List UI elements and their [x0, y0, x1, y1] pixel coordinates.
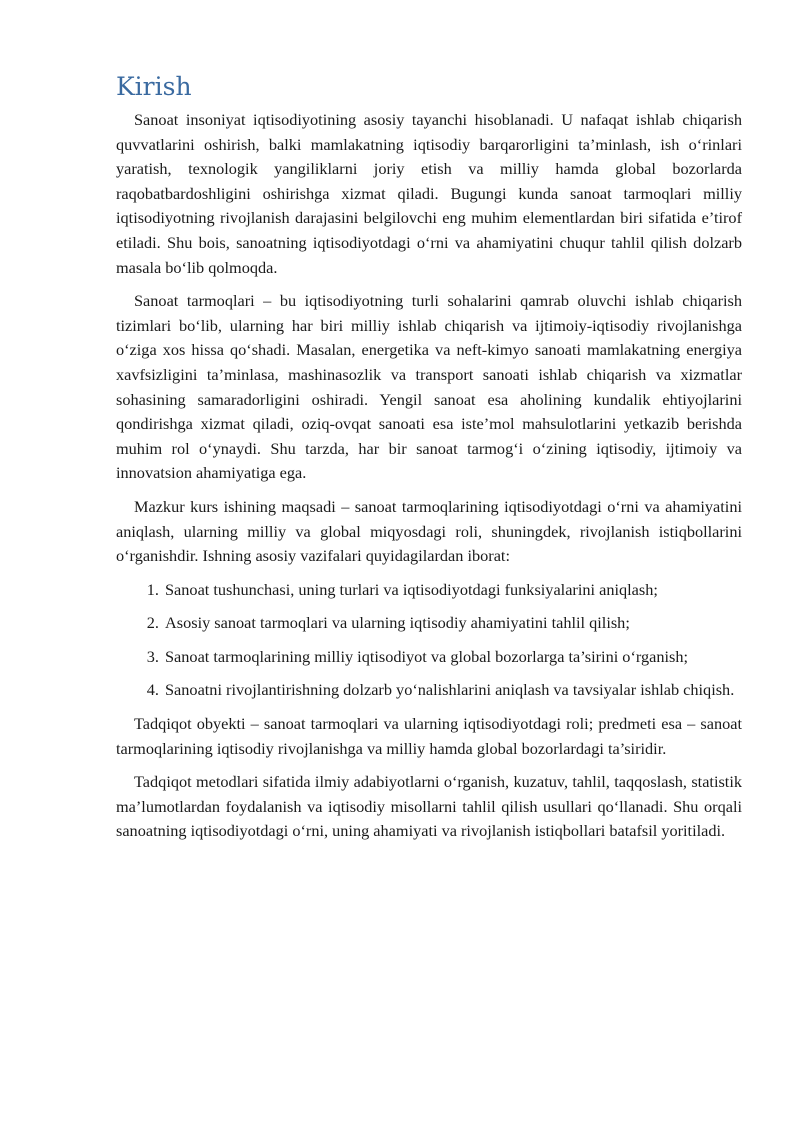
document-page	[116, 72, 742, 853]
list-item: 2. Asosiy sanoat tarmoqlari va ularning iqtisodiy ahamiyatini tahlil qilish;	[163, 611, 742, 636]
list-item: 4. Sanoatni rivojlantirishning dolzarb yo‘nalishlarini aniqlash va tavsiyalar ishlab chiqish.	[163, 678, 742, 703]
intro-paragraph: Sanoat insoniyat iqtisodiyotining asosiy tayanchi hisoblanadi. U nafaqat ishlab chiqarish quvvatlarini oshirish, balki mamlakatning iqtisodiy barqarorligini ta’minlash, ish o‘rinlari yaratish, texnologik yangiliklarni joriy etish va milliy hamda global bozorlarda raqobatbardoshligini oshirishga xizmat qiladi. Bugungi kunda sanoat tarmoqlari milliy iqtisodiyotning rivojlanish darajasini belgilovchi eng muhim elementlardan biri sifatida e’tirof etiladi. Shu bois, sanoatning iqtisodiyotdagi o‘rni va ahamiyatini chuqur tahlil qilish dolzarb masala bo‘lib qolmoqda.	[116, 110, 742, 277]
object-paragraph: Tadqiqot obyekti – sanoat tarmoqlari va ularning iqtisodiyotdagi roli; predmeti esa – sanoat tarmoqlarining iqtisodiy rivojlanishga va milliy hamda global bozorlardagi ta’siridir.	[116, 714, 742, 758]
list-item: 1. Sanoat tushunchasi, uning turlari va iqtisodiyotdagi funksiyalarini aniqlash;	[163, 578, 742, 603]
goal-paragraph: Mazkur kurs ishining maqsadi – sanoat tarmoqlarining iqtisodiyotdagi o‘rni va ahamiyatini aniqlash, ularning milliy va global miqyosdagi roli, shuningdek, rivojlanish istiqbollarini o‘rganishdir. Ishning asosiy vazifalari quyidagilardan iborat:	[116, 496, 742, 566]
methods-paragraph: Tadqiqot metodlari sifatida ilmiy adabiyotlarni o‘rganish, kuzatuv, tahlil, taqqoslash, statistik ma’lumotlardan foydalanish va iqtisodiy misollarni tahlil qilish usullari qo‘llanadi. Shu orqali sanoatning iqtisodiyotdagi o‘rni, uning ahamiyati va rivojlanish istiqbollari batafsil yoritiladi.	[116, 772, 742, 841]
list-item: 3. Sanoat tarmoqlarining milliy iqtisodiyot va global bozorlarga ta’sirini o‘rganish;	[163, 645, 742, 670]
task-list	[116, 578, 742, 703]
industries-paragraph: Sanoat tarmoqlari – bu iqtisodiyotning turli sohalarini qamrab oluvchi ishlab chiqarish tizimlari bo‘lib, ularning har biri milliy ishlab chiqarish va ijtimoiy-iqtisodiy rivojlanishga o‘ziga xos hissa qo‘shadi. Masalan, energetika va neft-kimyo sanoati mamlakatning energiya xavfsizligini ta’minlasa, mashinasozlik va transport sanoati ishlab chiqarish va xizmatlar sohasining samaradorligini oshiradi. Yengil sanoat esa aholining kundalik ehtiyojlarini qondirishga xizmat qiladi, oziq-ovqat sanoati esa iste’mol mahsulotlarini yetkazib berishda muhim rol o‘ynaydi. Shu tarzda, har bir sanoat tarmog‘i o‘zining iqtisodiy, ijtimoiy va innovatsion ahamiyatiga ega.	[116, 291, 742, 483]
section-heading: Kirish	[116, 72, 192, 101]
